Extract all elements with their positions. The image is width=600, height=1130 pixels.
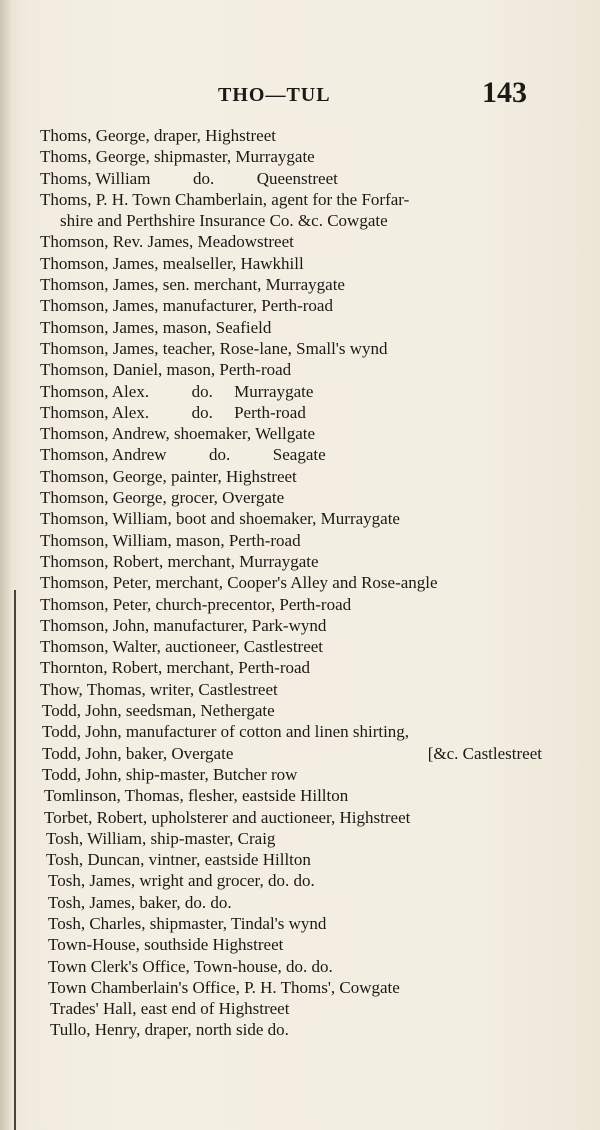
entry: Thomson, Andrew do. Seagate bbox=[40, 445, 326, 465]
entry: Tomlinson, Thomas, flesher, eastside Hillton bbox=[44, 786, 349, 806]
entry: Thomson, James, mealseller, Hawkhill bbox=[40, 253, 304, 273]
entry: Thomson, James, teacher, Rose-lane, Small's wynd bbox=[40, 338, 388, 358]
page-header bbox=[0, 74, 600, 114]
entry: Thomson, Rev. James, Meadowstreet bbox=[40, 232, 294, 252]
entry: Thomson, Alex. do. Perth-road bbox=[40, 402, 306, 422]
entry: Thomson, Walter, auctioneer, Castlestreet bbox=[40, 637, 324, 657]
entry: Thomson, Robert, merchant, Murraygate bbox=[40, 551, 319, 571]
directory-entries bbox=[40, 125, 560, 1041]
entry: Thomson, Peter, merchant, Cooper's Alley and Rose-angle bbox=[40, 573, 438, 593]
entry: Thomson, James, manufacturer, Perth-road bbox=[40, 296, 333, 316]
entry: Thomson, Andrew, shoemaker, Wellgate bbox=[40, 424, 316, 444]
continuation-text: [&c. Castlestreet bbox=[427, 743, 542, 763]
entry: Town-House, southside Highstreet bbox=[48, 935, 284, 955]
gutter-shadow bbox=[0, 0, 12, 1130]
entry: Tosh, Duncan, vintner, eastside Hillton bbox=[46, 850, 311, 870]
entry: Tosh, Charles, shipmaster, Tindal's wynd bbox=[48, 913, 327, 933]
entry-text: Todd, John, baker, Overgate bbox=[42, 743, 234, 763]
entry: Thomson, James, mason, Seafield bbox=[40, 317, 272, 337]
entry: Thomson, Daniel, mason, Perth-road bbox=[40, 360, 292, 380]
entry: Thomson, William, boot and shoemaker, Murraygate bbox=[40, 509, 400, 529]
entry: Thoms, P. H. Town Chamberlain, agent for the Forfar- bbox=[40, 189, 410, 209]
entry: Thomson, Alex. do. Murraygate bbox=[40, 381, 314, 401]
entry: Todd, John, manufacturer of cotton and linen shirting, bbox=[42, 722, 410, 742]
gutter-line bbox=[14, 590, 16, 1130]
entry: Thoms, George, shipmaster, Murraygate bbox=[40, 147, 315, 167]
entry: Thomson, James, sen. merchant, Murraygate bbox=[40, 275, 345, 295]
entry: Thoms, George, draper, Highstreet bbox=[40, 126, 276, 145]
entry: Thomson, William, mason, Perth-road bbox=[40, 530, 301, 550]
entry: Thomson, John, manufacturer, Park-wynd bbox=[40, 615, 327, 635]
entry: Tullo, Henry, draper, north side do. bbox=[50, 1020, 289, 1040]
entry: Town Clerk's Office, Town-house, do. do. bbox=[48, 956, 333, 976]
running-head: THO—TUL bbox=[218, 84, 331, 106]
entry: Thomson, George, grocer, Overgate bbox=[40, 488, 285, 508]
entry: Thomson, George, painter, Highstreet bbox=[40, 466, 297, 486]
entry: Todd, John, ship-master, Butcher row bbox=[42, 764, 298, 784]
entry: Thow, Thomas, writer, Castlestreet bbox=[40, 679, 278, 699]
entry: Tosh, James, baker, do. do. bbox=[48, 892, 232, 912]
entry: Trades' Hall, east end of Highstreet bbox=[50, 999, 290, 1019]
entry-continuation: shire and Perthshire Insurance Co. &c. Cowgate bbox=[60, 211, 388, 231]
entry: Tosh, James, wright and grocer, do. do. bbox=[48, 871, 315, 891]
entry: Tosh, William, ship-master, Craig bbox=[46, 828, 276, 848]
entry: Town Chamberlain's Office, P. H. Thoms', Cowgate bbox=[48, 977, 400, 997]
entry: Thornton, Robert, merchant, Perth-road bbox=[40, 658, 311, 678]
page-number: 143 bbox=[482, 76, 527, 109]
entry: Thoms, William do. Queenstreet bbox=[40, 168, 338, 188]
entry: Todd, John, seedsman, Nethergate bbox=[42, 701, 275, 721]
entry: Thomson, Peter, church-precentor, Perth-road bbox=[40, 594, 352, 614]
entry-with-continuation bbox=[40, 743, 542, 764]
entry: Torbet, Robert, upholsterer and auctioneer, Highstreet bbox=[44, 807, 411, 827]
